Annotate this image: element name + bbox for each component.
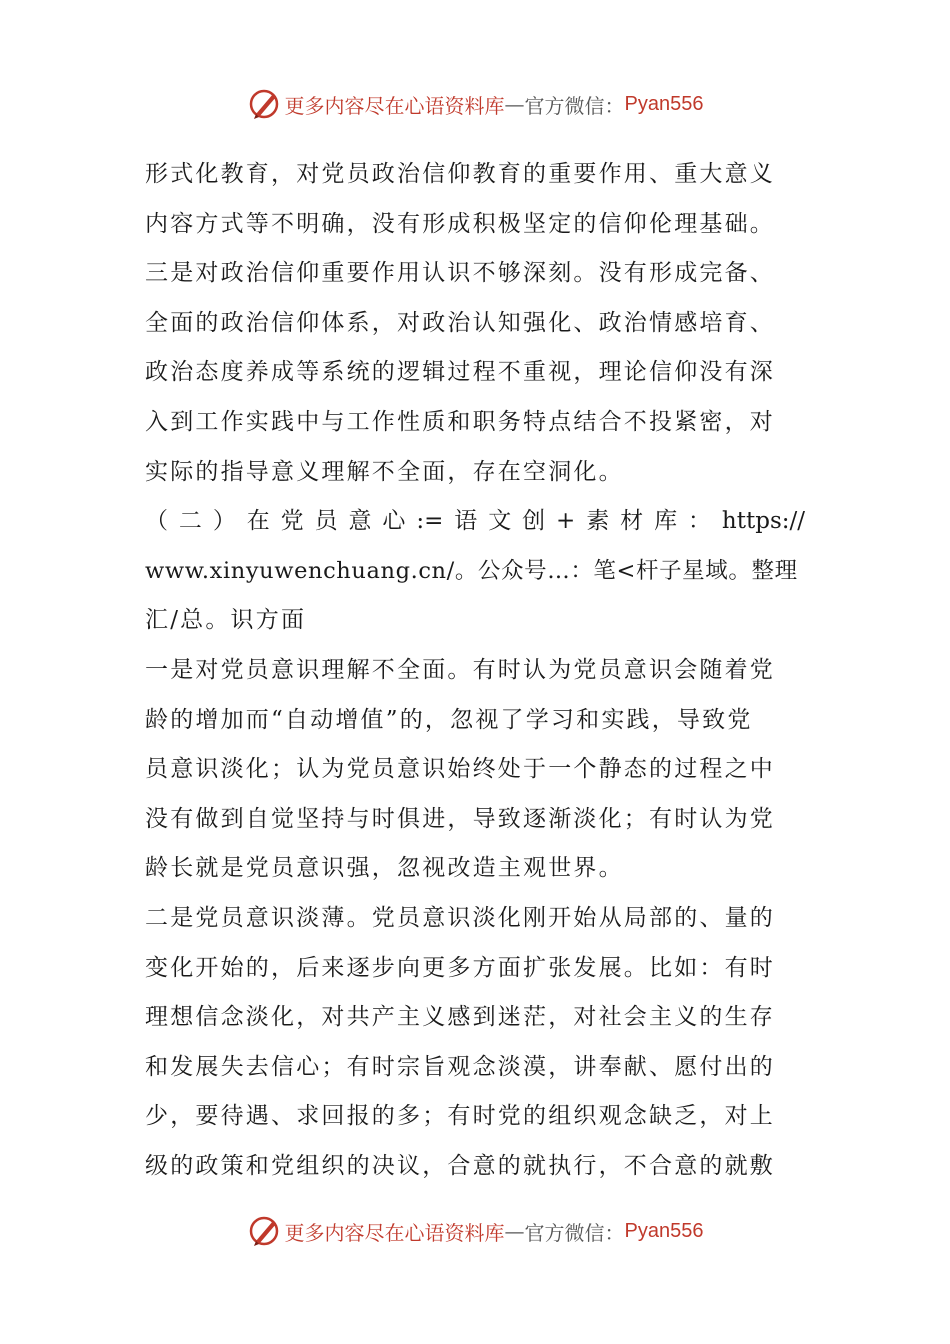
- text-line: www.xinyuwenchuang.cn/。公众号…：笔<杆子星域。整理: [145, 557, 798, 584]
- text-line: 龄的增加而“自动增值”的，忽视了学习和实践，导致党: [145, 706, 753, 733]
- text-line: 全面的政治信仰体系，对政治认知强化、政治情感培育、: [145, 309, 775, 336]
- banner-wechat-id: Pyan556: [624, 92, 704, 115]
- banner-title: 更多内容尽在心语资料库: [284, 93, 505, 118]
- text-line: 员意识淡化；认为党员意识始终处于一个静态的过程之中: [145, 756, 775, 783]
- banner-dash: —: [504, 92, 525, 116]
- text-line: 内容方式等不明确，没有形成积极坚定的信仰伦理基础。: [145, 210, 775, 237]
- text-line: 龄长就是党员意识强，忽视改造主观世界。: [145, 855, 624, 882]
- pen-logo-icon: [247, 86, 283, 122]
- section-heading-line: （二）在党员意心:=语文创+素材库：https://: [145, 508, 805, 535]
- banner-wechat-id: Pyan556: [624, 1219, 704, 1242]
- pen-logo-icon: [247, 1213, 283, 1249]
- document-body: [145, 150, 805, 1191]
- banner-wechat-label: 官方微信：: [524, 1220, 625, 1245]
- text-line: 理想信念淡化，对共产主义感到迷茫，对社会主义的生存: [145, 1004, 775, 1031]
- header-banner: [0, 84, 950, 124]
- text-line: 变化开始的，后来逐步向更多方面扩张发展。比如：有时: [145, 954, 775, 981]
- text-line: 和发展失去信心；有时宗旨观念淡漠，讲奉献、愿付出的: [145, 1053, 775, 1080]
- text-line: 级的政策和党组织的决议，合意的就执行，不合意的就敷: [145, 1152, 775, 1179]
- banner-dash: —: [504, 1219, 525, 1243]
- text-line: 没有做到自觉坚持与时俱进，导致逐渐淡化；有时认为党: [145, 805, 775, 832]
- text-line: 少，要待遇、求回报的多；有时党的组织观念缺乏，对上: [145, 1103, 775, 1130]
- text-line: 形式化教育，对党员政治信仰教育的重要作用、重大意义: [145, 161, 775, 187]
- text-line: 一是对党员意识理解不全面。有时认为党员意识会随着党: [145, 656, 775, 683]
- text-line: 实际的指导意义理解不全面，存在空洞化。: [145, 458, 624, 485]
- text-line: 汇/总。识方面: [145, 607, 307, 634]
- banner-title: 更多内容尽在心语资料库: [284, 1220, 505, 1245]
- text-line: 政治态度养成等系统的逻辑过程不重视，理论信仰没有深: [145, 359, 775, 386]
- text-line: 二是党员意识淡薄。党员意识淡化刚开始从局部的、量的: [145, 904, 775, 931]
- text-line: 入到工作实践中与工作性质和职务特点结合不投紧密，对: [145, 408, 775, 435]
- banner-wechat-label: 官方微信：: [524, 93, 625, 118]
- text-line: 三是对政治信仰重要作用认识不够深刻。没有形成完备、: [145, 260, 775, 287]
- footer-banner: [0, 1211, 950, 1251]
